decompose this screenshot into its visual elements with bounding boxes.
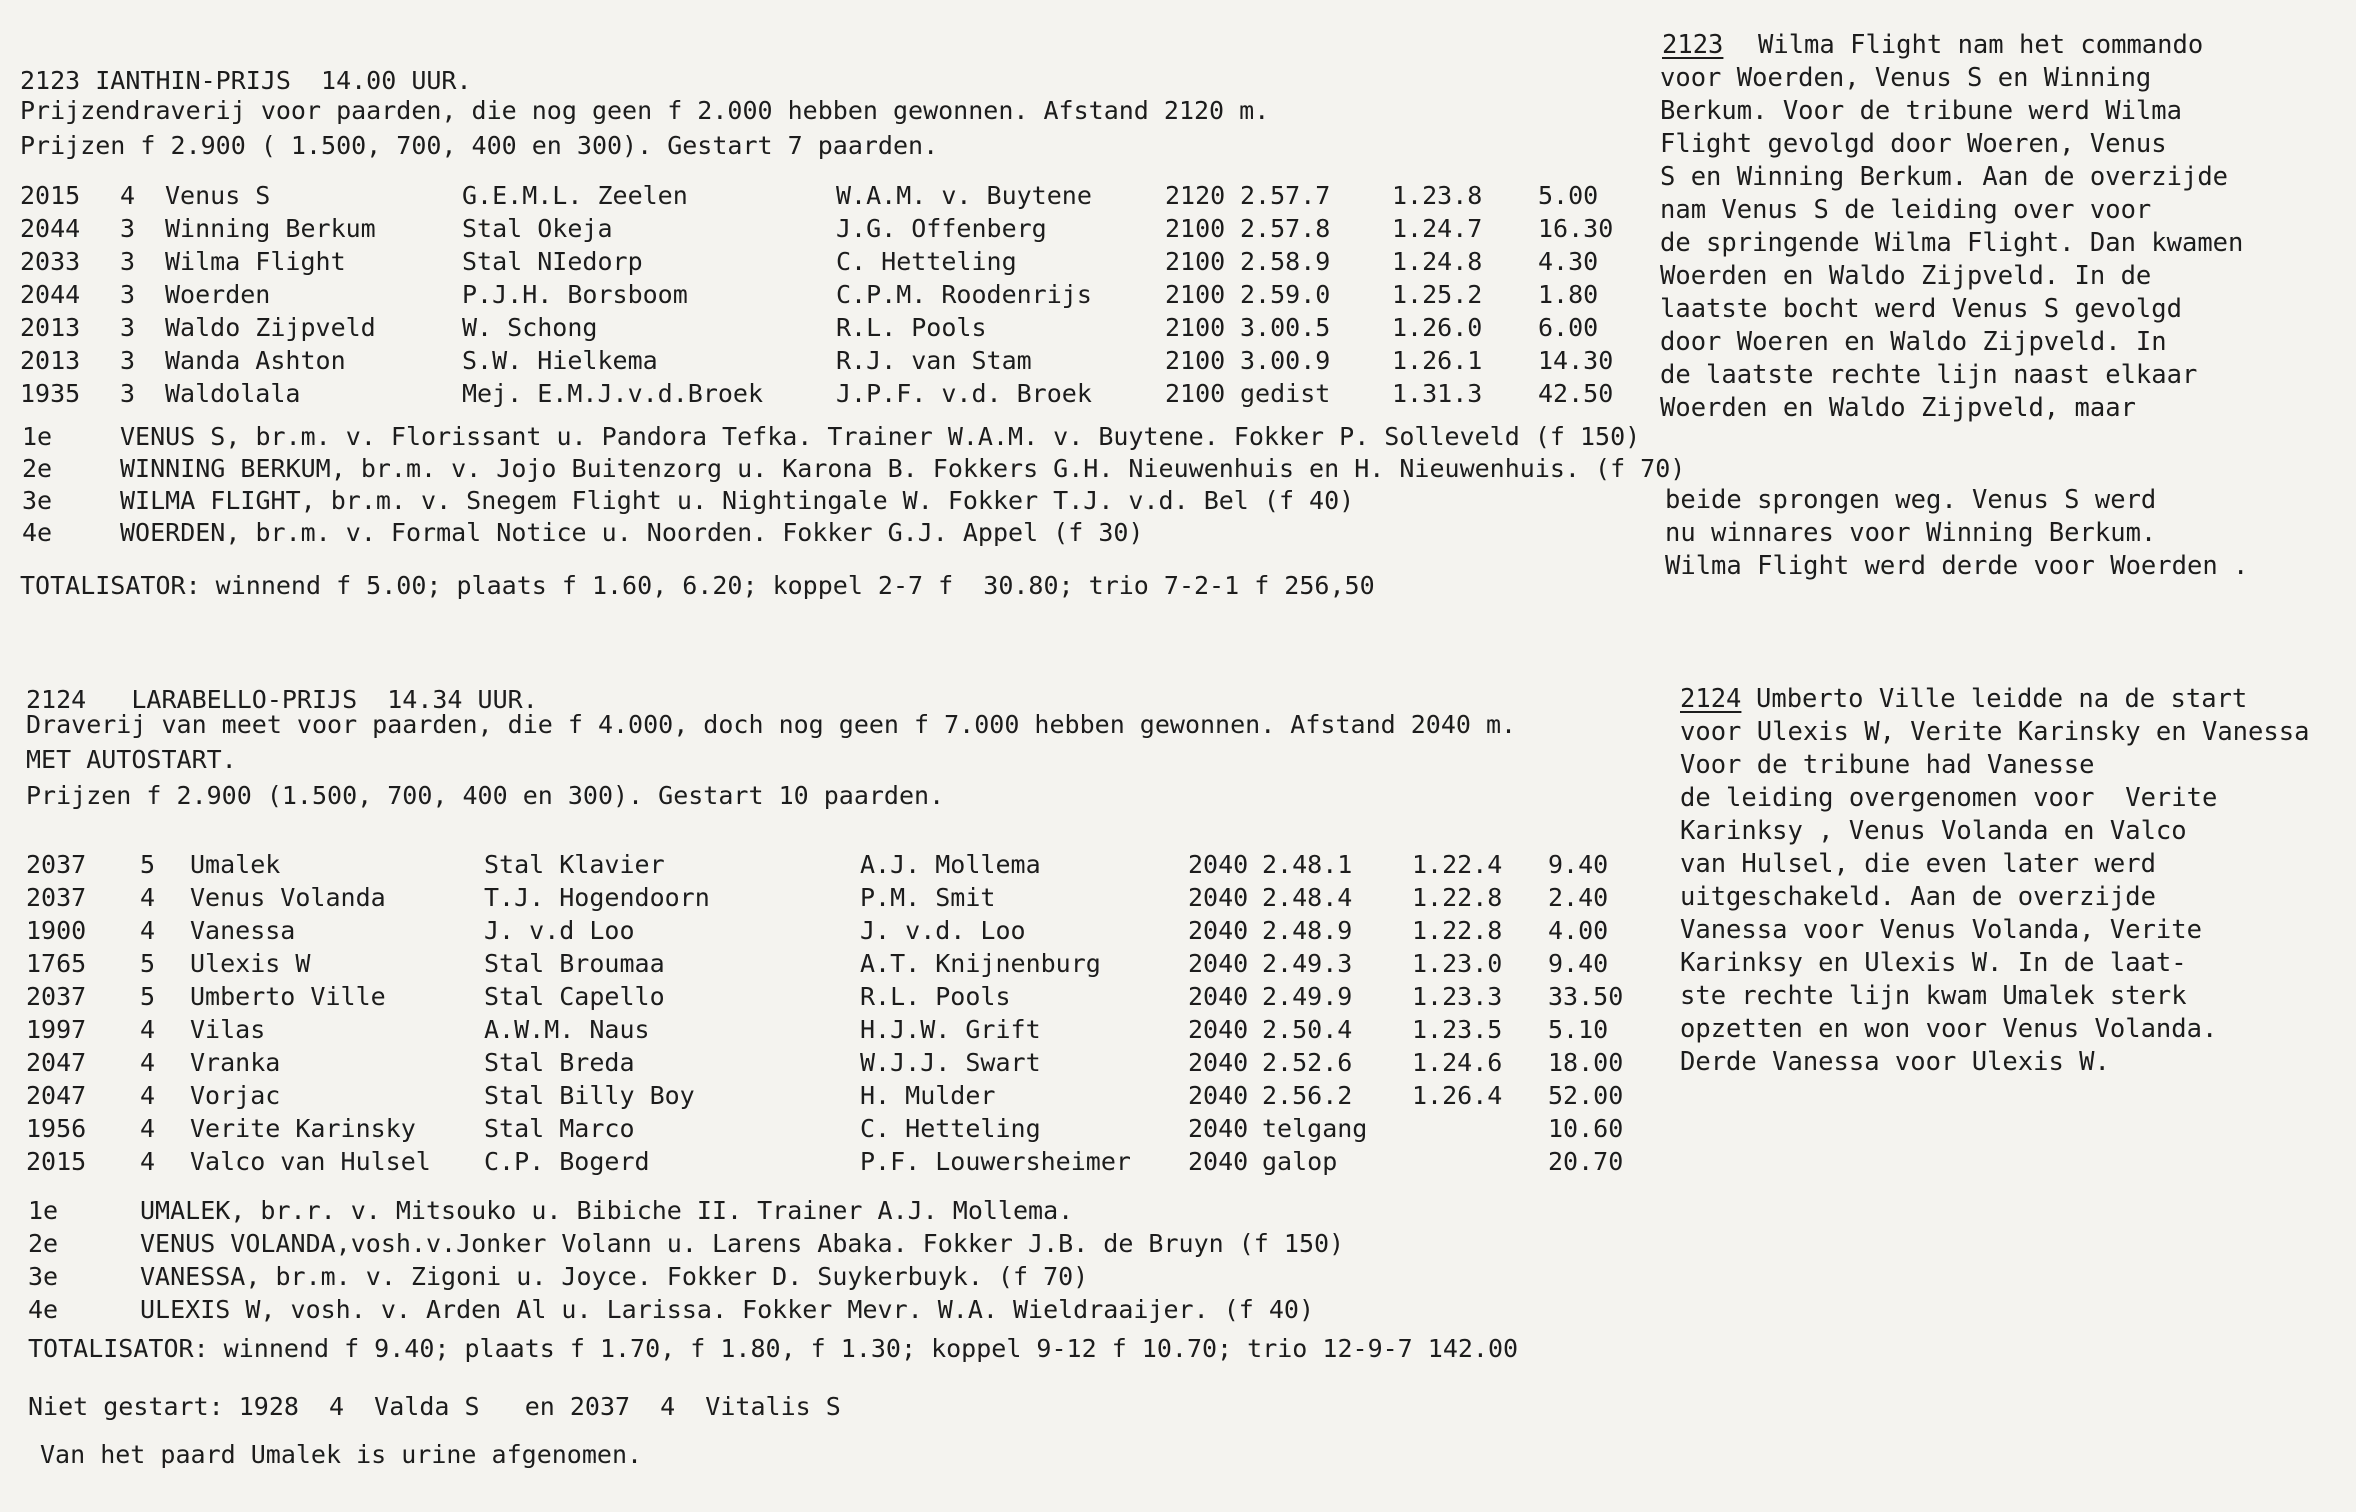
place-line bbox=[0, 454, 1700, 484]
place-description: VENUS VOLANDA,vosh.v.Jonker Volann u. Larens Abaka. Fokker J.B. de Bruyn (f 150) bbox=[140, 1229, 1345, 1258]
race2-prizes: Prijzen f 2.900 (1.500, 700, 400 en 300). Gestart 10 paarden. bbox=[26, 781, 945, 810]
cell-driver: W.A.M. v. Buytene bbox=[836, 181, 1092, 210]
cell-horse: Wanda Ashton bbox=[165, 346, 346, 375]
cell-km: 1.24.7 bbox=[1392, 214, 1483, 243]
cell-owner: Stal Okeja bbox=[462, 214, 613, 243]
cell-driver: J.P.F. v.d. Broek bbox=[836, 379, 1092, 408]
cell-owner: Stal Broumaa bbox=[484, 949, 665, 978]
cell-owner: Stal Billy Boy bbox=[484, 1081, 695, 1110]
cell-nr: 1997 bbox=[26, 1015, 87, 1044]
cell-odds: 42.50 bbox=[1538, 379, 1614, 408]
cell-driver: C.P.M. Roodenrijs bbox=[836, 280, 1092, 309]
cell-odds: 1.80 bbox=[1538, 280, 1599, 309]
report-line: Derde Vanessa voor Ulexis W. bbox=[1680, 1047, 2110, 1077]
report-line: laatste bocht werd Venus S gevolgd bbox=[1660, 294, 2182, 324]
cell-age: 5 bbox=[140, 982, 156, 1011]
cell-nr: 2047 bbox=[26, 1081, 87, 1110]
race2-report-number: 2124 bbox=[1680, 684, 1742, 714]
cell-time: 2.57.8 bbox=[1240, 214, 1331, 243]
cell-driver: R.L. Pools bbox=[860, 982, 1011, 1011]
cell-driver: R.J. van Stam bbox=[836, 346, 1032, 375]
place-description: WINNING BERKUM, br.m. v. Jojo Buitenzorg u. Karona B. Fokkers G.H. Nieuwenhuis en H. Nieuwenhuis. (f 70) bbox=[120, 454, 1686, 483]
cell-horse: Umberto Ville bbox=[190, 982, 386, 1011]
cell-age: 4 bbox=[140, 883, 156, 912]
cell-time: 2.50.4 bbox=[1262, 1015, 1353, 1044]
race1-report-number: 2123 bbox=[1662, 30, 1724, 60]
cell-dist: 2040 bbox=[1188, 1081, 1249, 1110]
cell-age: 5 bbox=[140, 949, 156, 978]
table-row bbox=[0, 1114, 1660, 1144]
cell-age: 5 bbox=[140, 850, 156, 879]
table-row bbox=[0, 916, 1660, 946]
cell-dist: 2040 bbox=[1188, 982, 1249, 1011]
cell-dist: 2040 bbox=[1188, 916, 1249, 945]
table-row bbox=[0, 982, 1660, 1012]
cell-odds: 33.50 bbox=[1548, 982, 1624, 1011]
cell-km: 1.26.4 bbox=[1412, 1081, 1503, 1110]
report-line: Vanessa voor Venus Volanda, Verite bbox=[1680, 915, 2202, 945]
cell-owner: T.J. Hogendoorn bbox=[484, 883, 710, 912]
table-row bbox=[0, 313, 1660, 343]
cell-age: 4 bbox=[140, 1114, 156, 1143]
cell-age: 4 bbox=[140, 1081, 156, 1110]
cell-horse: Woerden bbox=[165, 280, 271, 309]
cell-horse: Verite Karinsky bbox=[190, 1114, 416, 1143]
table-row bbox=[0, 949, 1660, 979]
cell-odds: 9.40 bbox=[1548, 850, 1609, 879]
place-rank: 4e bbox=[28, 1295, 59, 1324]
cell-time: 2.48.1 bbox=[1262, 850, 1353, 879]
place-line bbox=[0, 422, 1700, 452]
table-row bbox=[0, 214, 1660, 244]
place-description: VANESSA, br.m. v. Zigoni u. Joyce. Fokker D. Suykerbuyk. (f 70) bbox=[140, 1262, 1089, 1291]
cell-nr: 2037 bbox=[26, 850, 87, 879]
cell-horse: Vilas bbox=[190, 1015, 266, 1044]
report-line: Flight gevolgd door Woeren, Venus bbox=[1660, 129, 2167, 159]
place-rank: 1e bbox=[22, 422, 53, 451]
cell-age: 4 bbox=[140, 1147, 156, 1176]
cell-nr: 1900 bbox=[26, 916, 87, 945]
cell-time: 2.57.7 bbox=[1240, 181, 1331, 210]
report-line: ste rechte lijn kwam Umalek sterk bbox=[1680, 981, 2187, 1011]
cell-driver: J. v.d. Loo bbox=[860, 916, 1026, 945]
race1-totalisator: TOTALISATOR: winnend f 5.00; plaats f 1.60, 6.20; koppel 2-7 f 30.80; trio 7-2-1 f 256,50 bbox=[20, 571, 1375, 600]
report-line: Karinksy en Ulexis W. In de laat- bbox=[1680, 948, 2187, 978]
report-line: door Woeren en Waldo Zijpveld. In bbox=[1660, 327, 2167, 357]
cell-time: 2.48.4 bbox=[1262, 883, 1353, 912]
cell-age: 3 bbox=[120, 379, 136, 408]
place-description: WILMA FLIGHT, br.m. v. Snegem Flight u. Nightingale W. Fokker T.J. v.d. Bel (f 40) bbox=[120, 486, 1355, 515]
cell-odds: 20.70 bbox=[1548, 1147, 1624, 1176]
cell-dist: 2040 bbox=[1188, 1015, 1249, 1044]
cell-km: 1.22.4 bbox=[1412, 850, 1503, 879]
cell-owner: C.P. Bogerd bbox=[484, 1147, 650, 1176]
place-rank: 2e bbox=[22, 454, 53, 483]
cell-owner: Stal Marco bbox=[484, 1114, 635, 1143]
cell-nr: 2013 bbox=[20, 313, 81, 342]
report-line: voor Ulexis W, Verite Karinsky en Vanessa bbox=[1680, 717, 2310, 747]
table-row bbox=[0, 280, 1660, 310]
cell-driver: C. Hetteling bbox=[836, 247, 1017, 276]
place-rank: 1e bbox=[28, 1196, 59, 1225]
place-rank: 3e bbox=[22, 486, 53, 515]
cell-dist: 2040 bbox=[1188, 949, 1249, 978]
cell-km: 1.26.1 bbox=[1392, 346, 1483, 375]
cell-driver: H.J.W. Grift bbox=[860, 1015, 1041, 1044]
race1-header: 2123 IANTHIN-PRIJS 14.00 UUR. bbox=[20, 66, 472, 95]
cell-driver: H. Mulder bbox=[860, 1081, 996, 1110]
cell-nr: 1935 bbox=[20, 379, 81, 408]
cell-owner: P.J.H. Borsboom bbox=[462, 280, 688, 309]
cell-driver: A.J. Mollema bbox=[860, 850, 1041, 879]
cell-odds: 52.00 bbox=[1548, 1081, 1624, 1110]
cell-owner: Stal Breda bbox=[484, 1048, 635, 1077]
cell-driver: R.L. Pools bbox=[836, 313, 987, 342]
place-description: UMALEK, br.r. v. Mitsouko u. Bibiche II. Trainer A.J. Mollema. bbox=[140, 1196, 1074, 1225]
cell-owner: Stal Klavier bbox=[484, 850, 665, 879]
place-line bbox=[0, 1262, 1700, 1292]
place-description: ULEXIS W, vosh. v. Arden Al u. Larissa. Fokker Mevr. W.A. Wieldraaijer. (f 40) bbox=[140, 1295, 1314, 1324]
place-line bbox=[0, 1229, 1700, 1259]
table-row bbox=[0, 1015, 1660, 1045]
cell-km: 1.24.6 bbox=[1412, 1048, 1503, 1077]
cell-age: 3 bbox=[120, 247, 136, 276]
cell-nr: 2044 bbox=[20, 214, 81, 243]
table-row bbox=[0, 1048, 1660, 1078]
cell-driver: P.M. Smit bbox=[860, 883, 996, 912]
table-row bbox=[0, 181, 1660, 211]
table-row bbox=[0, 850, 1660, 880]
cell-dist: 2040 bbox=[1188, 1147, 1249, 1176]
cell-owner: W. Schong bbox=[462, 313, 598, 342]
cell-km: 1.23.8 bbox=[1392, 181, 1483, 210]
cell-odds: 10.60 bbox=[1548, 1114, 1624, 1143]
cell-time: 2.52.6 bbox=[1262, 1048, 1353, 1077]
cell-time: galop bbox=[1262, 1147, 1338, 1176]
report-line: uitgeschakeld. Aan de overzijde bbox=[1680, 882, 2156, 912]
cell-km: 1.25.2 bbox=[1392, 280, 1483, 309]
cell-dist: 2100 bbox=[1165, 280, 1226, 309]
cell-km: 1.22.8 bbox=[1412, 883, 1503, 912]
cell-nr: 2047 bbox=[26, 1048, 87, 1077]
report-line: nam Venus S de leiding over voor bbox=[1660, 195, 2152, 225]
cell-odds: 4.30 bbox=[1538, 247, 1599, 276]
cell-odds: 2.40 bbox=[1548, 883, 1609, 912]
cell-nr: 2015 bbox=[20, 181, 81, 210]
cell-horse: Vanessa bbox=[190, 916, 296, 945]
cell-age: 3 bbox=[120, 313, 136, 342]
cell-nr: 1956 bbox=[26, 1114, 87, 1143]
cell-owner: G.E.M.L. Zeelen bbox=[462, 181, 688, 210]
race2-autostart: MET AUTOSTART. bbox=[26, 745, 237, 774]
cell-time: 3.00.9 bbox=[1240, 346, 1331, 375]
cell-km: 1.23.0 bbox=[1412, 949, 1503, 978]
place-line bbox=[0, 518, 1700, 548]
cell-horse: Vranka bbox=[190, 1048, 281, 1077]
cell-time: telgang bbox=[1262, 1114, 1368, 1143]
cell-nr: 2037 bbox=[26, 883, 87, 912]
cell-time: 2.49.3 bbox=[1262, 949, 1353, 978]
cell-nr: 2033 bbox=[20, 247, 81, 276]
cell-km: 1.26.0 bbox=[1392, 313, 1483, 342]
cell-dist: 2040 bbox=[1188, 1048, 1249, 1077]
cell-owner: A.W.M. Naus bbox=[484, 1015, 650, 1044]
cell-horse: Valco van Hulsel bbox=[190, 1147, 431, 1176]
cell-odds: 4.00 bbox=[1548, 916, 1609, 945]
report-line: voor Woerden, Venus S en Winning bbox=[1660, 63, 2152, 93]
cell-driver: A.T. Knijnenburg bbox=[860, 949, 1101, 978]
cell-nr: 1765 bbox=[26, 949, 87, 978]
cell-horse: Venus S bbox=[165, 181, 271, 210]
report-line: Voor de tribune had Vanesse bbox=[1680, 750, 2095, 780]
cell-odds: 16.30 bbox=[1538, 214, 1614, 243]
report-line: opzetten en won voor Venus Volanda. bbox=[1680, 1014, 2218, 1044]
report-line: S en Winning Berkum. Aan de overzijde bbox=[1660, 162, 2229, 192]
cell-horse: Wilma Flight bbox=[165, 247, 346, 276]
cell-driver: W.J.J. Swart bbox=[860, 1048, 1041, 1077]
report-line: Woerden en Waldo Zijpveld. In de bbox=[1660, 261, 2152, 291]
race2-not-started: Niet gestart: 1928 4 Valda S en 2037 4 Vitalis S bbox=[28, 1392, 841, 1421]
cell-dist: 2040 bbox=[1188, 1114, 1249, 1143]
cell-horse: Venus Volanda bbox=[190, 883, 386, 912]
cell-dist: 2100 bbox=[1165, 247, 1226, 276]
race2-urine-note: Van het paard Umalek is urine afgenomen. bbox=[40, 1440, 643, 1469]
cell-time: gedist bbox=[1240, 379, 1331, 408]
cell-odds: 14.30 bbox=[1538, 346, 1614, 375]
race2-header: 2124 LARABELLO-PRIJS 14.34 UUR. bbox=[26, 685, 538, 714]
race1-prizes: Prijzen f 2.900 ( 1.500, 700, 400 en 300). Gestart 7 paarden. bbox=[20, 131, 939, 160]
cell-dist: 2040 bbox=[1188, 850, 1249, 879]
place-rank: 2e bbox=[28, 1229, 59, 1258]
place-line bbox=[0, 1295, 1700, 1325]
report-line: de laatste rechte lijn naast elkaar bbox=[1660, 360, 2198, 390]
cell-horse: Winning Berkum bbox=[165, 214, 376, 243]
cell-owner: Stal NIedorp bbox=[462, 247, 643, 276]
cell-nr: 2013 bbox=[20, 346, 81, 375]
place-rank: 3e bbox=[28, 1262, 59, 1291]
report-line: de leiding overgenomen voor Verite bbox=[1680, 783, 2218, 813]
report-line: van Hulsel, die even later werd bbox=[1680, 849, 2156, 879]
cell-dist: 2100 bbox=[1165, 346, 1226, 375]
cell-age: 4 bbox=[140, 1048, 156, 1077]
cell-dist: 2100 bbox=[1165, 379, 1226, 408]
report-line: Umberto Ville leidde na de start bbox=[1756, 684, 2248, 714]
cell-nr: 2015 bbox=[26, 1147, 87, 1176]
report-line: nu winnares voor Winning Berkum. bbox=[1665, 518, 2157, 548]
cell-age: 3 bbox=[120, 346, 136, 375]
cell-age: 3 bbox=[120, 214, 136, 243]
table-row bbox=[0, 346, 1660, 376]
report-line: Woerden en Waldo Zijpveld, maar bbox=[1660, 393, 2136, 423]
race2-conditions: Draverij van meet voor paarden, die f 4.000, doch nog geen f 7.000 hebben gewonnen. Afstand 2040 m. bbox=[26, 710, 1517, 739]
report-line: Wilma Flight nam het commando bbox=[1758, 30, 2204, 60]
cell-time: 2.58.9 bbox=[1240, 247, 1331, 276]
table-row bbox=[0, 883, 1660, 913]
cell-horse: Ulexis W bbox=[190, 949, 311, 978]
report-line: Karinksy , Venus Volanda en Valco bbox=[1680, 816, 2187, 846]
cell-nr: 2037 bbox=[26, 982, 87, 1011]
cell-dist: 2100 bbox=[1165, 313, 1226, 342]
report-line: de springende Wilma Flight. Dan kwamen bbox=[1660, 228, 2244, 258]
cell-odds: 5.10 bbox=[1548, 1015, 1609, 1044]
cell-horse: Umalek bbox=[190, 850, 281, 879]
cell-owner: S.W. Hielkema bbox=[462, 346, 658, 375]
race1-conditions: Prijzendraverij voor paarden, die nog geen f 2.000 hebben gewonnen. Afstand 2120 m. bbox=[20, 96, 1270, 125]
report-line: Berkum. Voor de tribune werd Wilma bbox=[1660, 96, 2182, 126]
cell-dist: 2100 bbox=[1165, 214, 1226, 243]
cell-time: 2.59.0 bbox=[1240, 280, 1331, 309]
cell-km: 1.23.3 bbox=[1412, 982, 1503, 1011]
table-row bbox=[0, 379, 1660, 409]
report-line: Wilma Flight werd derde voor Woerden . bbox=[1665, 551, 2249, 581]
cell-km: 1.22.8 bbox=[1412, 916, 1503, 945]
table-row bbox=[0, 247, 1660, 277]
table-row bbox=[0, 1081, 1660, 1111]
cell-km: 1.31.3 bbox=[1392, 379, 1483, 408]
cell-horse: Vorjac bbox=[190, 1081, 281, 1110]
cell-age: 4 bbox=[140, 916, 156, 945]
race2-totalisator: TOTALISATOR: winnend f 9.40; plaats f 1.70, f 1.80, f 1.30; koppel 9-12 f 10.70; trio 12-9-7 142.00 bbox=[28, 1334, 1519, 1363]
place-description: WOERDEN, br.m. v. Formal Notice u. Noorden. Fokker G.J. Appel (f 30) bbox=[120, 518, 1144, 547]
cell-time: 2.49.9 bbox=[1262, 982, 1353, 1011]
cell-age: 4 bbox=[140, 1015, 156, 1044]
cell-odds: 9.40 bbox=[1548, 949, 1609, 978]
place-description: VENUS S, br.m. v. Florissant u. Pandora Tefka. Trainer W.A.M. v. Buytene. Fokker P. Solleveld (f 150) bbox=[120, 422, 1641, 451]
cell-owner: Mej. E.M.J.v.d.Broek bbox=[462, 379, 764, 408]
cell-driver: P.F. Louwersheimer bbox=[860, 1147, 1131, 1176]
place-line bbox=[0, 486, 1700, 516]
cell-owner: Stal Capello bbox=[484, 982, 665, 1011]
cell-time: 3.00.5 bbox=[1240, 313, 1331, 342]
cell-nr: 2044 bbox=[20, 280, 81, 309]
cell-odds: 18.00 bbox=[1548, 1048, 1624, 1077]
cell-driver: J.G. Offenberg bbox=[836, 214, 1047, 243]
cell-time: 2.48.9 bbox=[1262, 916, 1353, 945]
cell-odds: 6.00 bbox=[1538, 313, 1599, 342]
cell-time: 2.56.2 bbox=[1262, 1081, 1353, 1110]
cell-dist: 2120 bbox=[1165, 181, 1226, 210]
place-rank: 4e bbox=[22, 518, 53, 547]
report-line: beide sprongen weg. Venus S werd bbox=[1665, 485, 2157, 515]
cell-age: 3 bbox=[120, 280, 136, 309]
cell-owner: J. v.d Loo bbox=[484, 916, 635, 945]
cell-horse: Waldolala bbox=[165, 379, 301, 408]
place-line bbox=[0, 1196, 1700, 1226]
cell-km: 1.23.5 bbox=[1412, 1015, 1503, 1044]
table-row bbox=[0, 1147, 1660, 1177]
cell-age: 4 bbox=[120, 181, 136, 210]
cell-driver: C. Hetteling bbox=[860, 1114, 1041, 1143]
cell-odds: 5.00 bbox=[1538, 181, 1599, 210]
cell-horse: Waldo Zijpveld bbox=[165, 313, 376, 342]
cell-dist: 2040 bbox=[1188, 883, 1249, 912]
cell-km: 1.24.8 bbox=[1392, 247, 1483, 276]
